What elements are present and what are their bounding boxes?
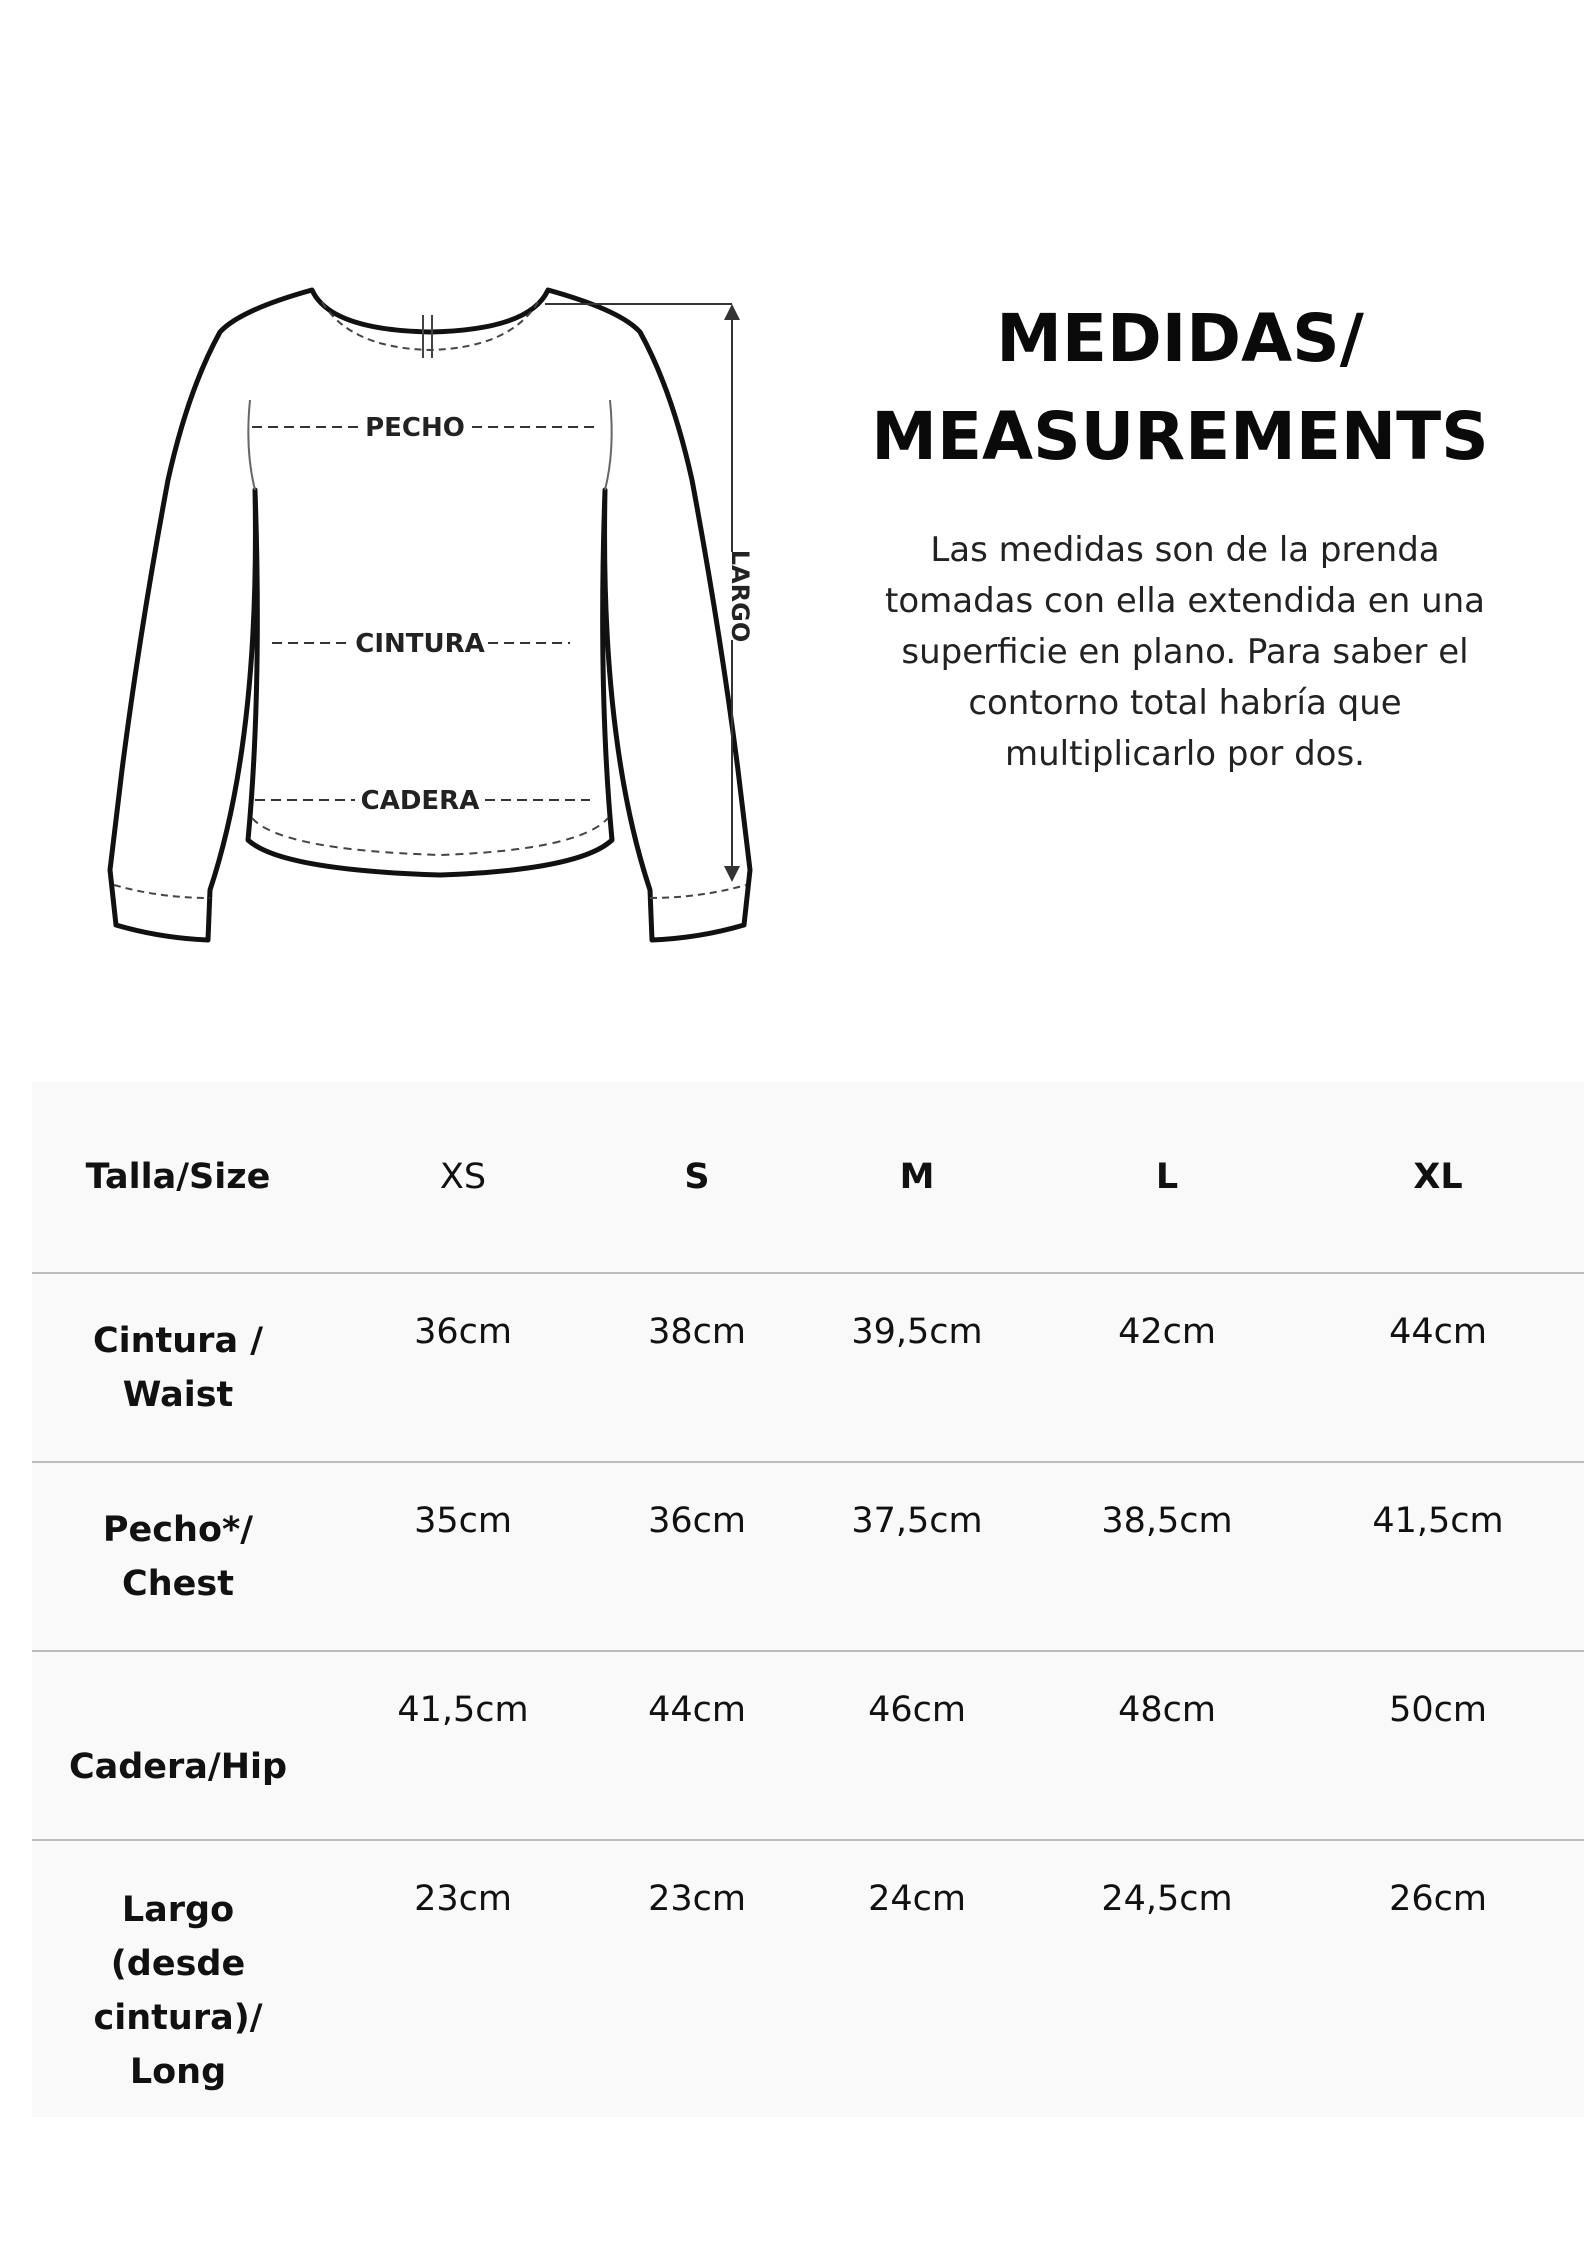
table-cell: 39,5cm <box>851 1312 983 1352</box>
chest-label: PECHO <box>365 413 465 443</box>
table-cell: 44cm <box>648 1690 746 1730</box>
size-s-header: S <box>684 1157 710 1197</box>
garment-diagram <box>100 270 760 950</box>
garment-outline <box>110 290 750 940</box>
table-row-waist <box>32 1274 1584 1463</box>
table-cell: 36cm <box>648 1501 746 1541</box>
size-xl-header: XL <box>1413 1157 1463 1197</box>
waist-label: CINTURA <box>355 629 485 659</box>
hip-label: CADERA <box>360 786 480 816</box>
table-cell: 38cm <box>648 1312 746 1352</box>
table-header-row <box>32 1082 1584 1274</box>
table-cell: 24,5cm <box>1101 1879 1233 1919</box>
table-cell: 35cm <box>414 1501 512 1541</box>
table-cell: 36cm <box>414 1312 512 1352</box>
table-cell: 42cm <box>1118 1312 1216 1352</box>
table-row-chest <box>32 1463 1584 1652</box>
table-row-length <box>32 1841 1584 2117</box>
size-xs-header: XS <box>439 1157 487 1197</box>
table-cell: 44cm <box>1389 1312 1487 1352</box>
table-cell: 23cm <box>648 1879 746 1919</box>
table-cell: 41,5cm <box>397 1690 529 1730</box>
table-cell: 48cm <box>1118 1690 1216 1730</box>
table-cell: 41,5cm <box>1372 1501 1504 1541</box>
table-cell: 50cm <box>1389 1690 1487 1730</box>
length-arrowhead-top <box>724 304 740 320</box>
row-label-waist: Cintura / Waist <box>92 1320 264 1415</box>
size-l-header: L <box>1155 1157 1179 1197</box>
size-m-header: M <box>899 1157 935 1197</box>
table-cell: 38,5cm <box>1101 1501 1233 1541</box>
length-label: LARGO <box>726 549 754 643</box>
row-label-chest: Pecho*/ Chest <box>102 1509 254 1604</box>
heading-line-1: MEDIDAS/ <box>996 300 1364 377</box>
header-label-cell: Talla/Size <box>85 1157 271 1197</box>
size-table <box>32 1082 1584 2117</box>
table-cell: 46cm <box>868 1690 966 1730</box>
table-cell: 26cm <box>1389 1879 1487 1919</box>
heading-block <box>860 290 1500 486</box>
table-cell: 24cm <box>868 1879 966 1919</box>
heading-line-2: MEASUREMENTS <box>871 398 1489 475</box>
row-label-length: Largo (desde cintura)/ Long <box>93 1890 263 2092</box>
table-row-hip <box>32 1652 1584 1841</box>
description-text: Las medidas son de la prenda tomadas con ella extendida en una superficie en plano. Para saber el contorno total habría que multiplicarlo por dos. <box>884 530 1486 774</box>
table-cell: 37,5cm <box>851 1501 983 1541</box>
table-cell: 23cm <box>414 1879 512 1919</box>
row-label-hip: Cadera/Hip <box>68 1746 288 1787</box>
